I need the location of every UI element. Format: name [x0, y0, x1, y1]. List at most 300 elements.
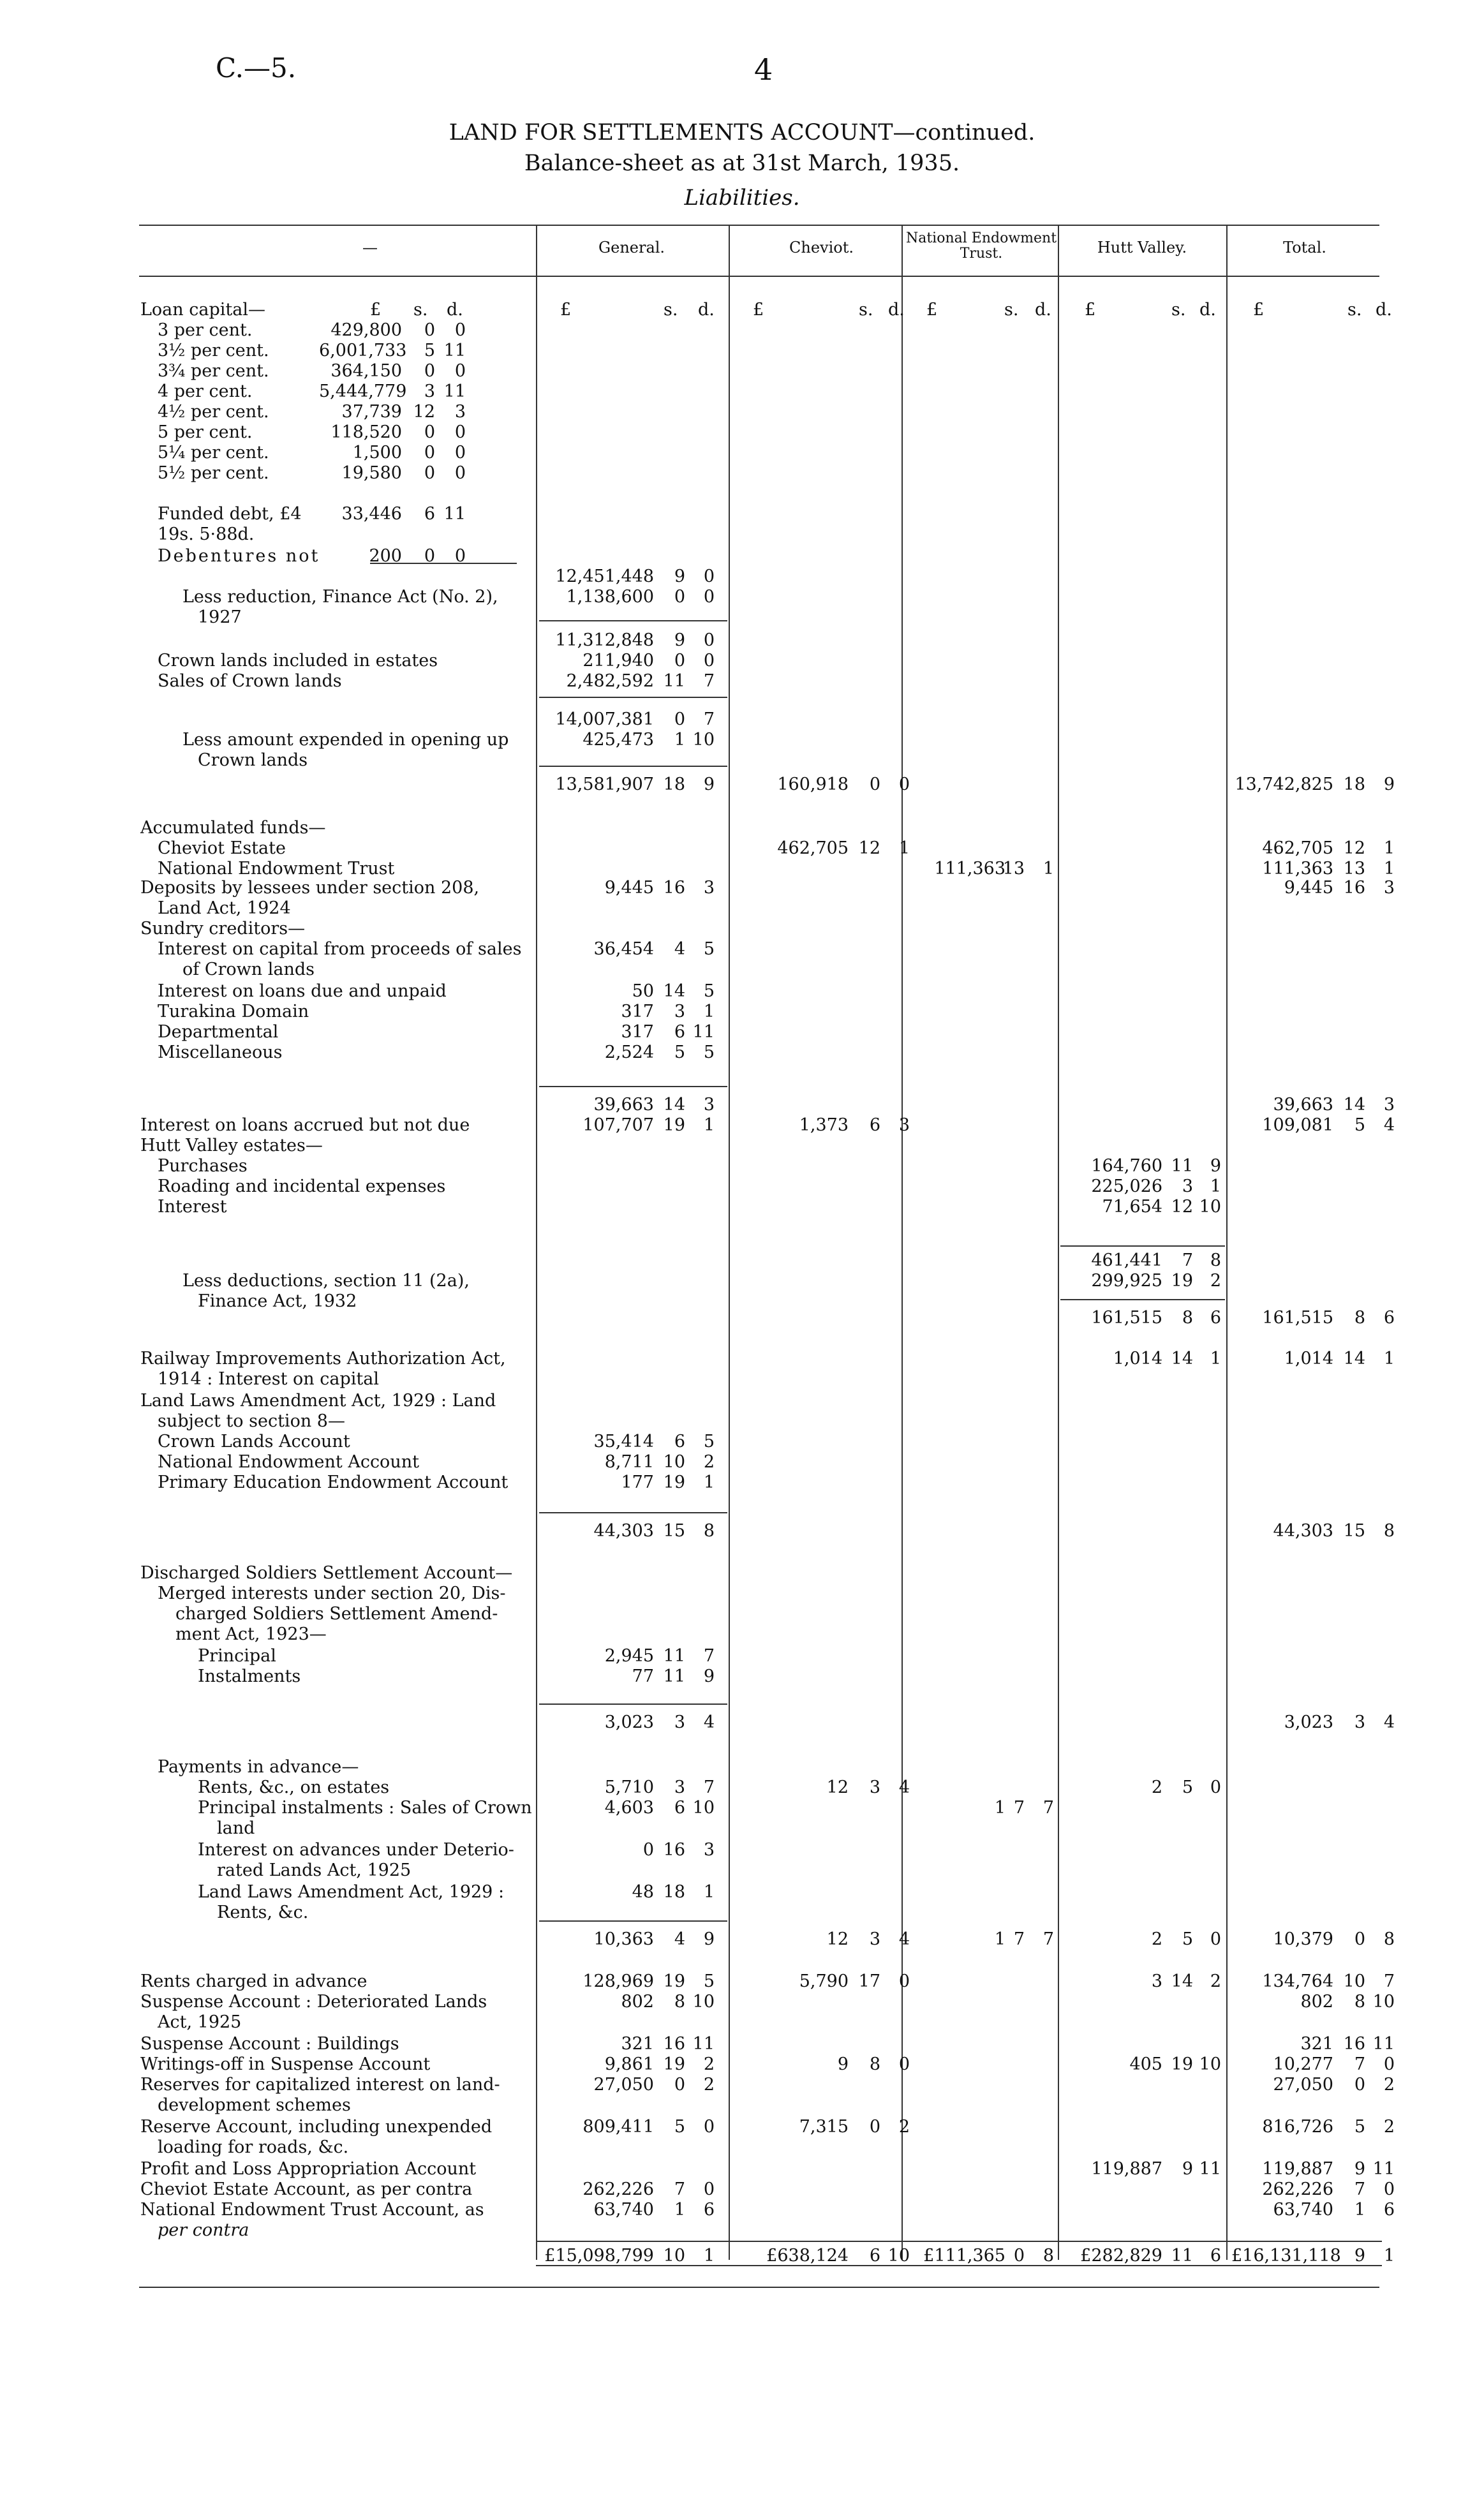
- balance-row-int-accrued: [0, 1115, 1484, 1136]
- row-label-line: Land Act, 1924: [158, 898, 291, 918]
- balance-row-roading: [0, 1176, 1484, 1197]
- loan-pounds: 37,739: [341, 402, 402, 422]
- loan-pounds: 6,001,733: [319, 341, 407, 360]
- amount-shillings: 11: [663, 1646, 685, 1666]
- amount-shillings: 14: [1171, 1971, 1193, 1991]
- row-label: Less amount expended in opening up: [182, 730, 509, 750]
- amount-pence: 5: [703, 939, 715, 959]
- amount-pence: 1: [898, 838, 910, 858]
- row-label: Land Laws Amendment Act, 1929 : Land: [140, 1391, 496, 1411]
- amount-pounds: 1: [994, 1798, 1005, 1818]
- amount-shillings: 16: [663, 2034, 685, 2054]
- amount-pence: 8: [703, 1521, 715, 1541]
- amount-pounds: 5,710: [604, 1778, 654, 1797]
- amount-pence: 0: [1210, 1778, 1221, 1797]
- amount-pounds: 8,711: [604, 1452, 654, 1472]
- amount-shillings: 14: [1343, 1095, 1365, 1115]
- amount-pence: 2: [1210, 1271, 1221, 1291]
- amount-shillings: 9: [1182, 2159, 1193, 2179]
- amount-pence: 10: [692, 1992, 715, 2012]
- amount-pence: 4: [1383, 1712, 1395, 1732]
- amount-pounds: 10,379: [1273, 1929, 1333, 1949]
- row-label-continued: [0, 2137, 1484, 2158]
- amount-pounds: 1,014: [1284, 1349, 1333, 1369]
- balance-row-net-acc: [0, 2200, 1484, 2220]
- column-header-cheviot: Cheviot.: [789, 239, 854, 256]
- amount-shillings: 19: [663, 1473, 685, 1492]
- amount-pounds: 12,451,448: [555, 567, 654, 586]
- table-bottom-rule: [139, 2287, 1379, 2288]
- amount-pence: 5: [703, 1043, 715, 1062]
- amount-pounds: 12: [826, 1778, 849, 1797]
- amount-shillings: 6: [674, 1432, 685, 1451]
- amount-pounds: 2: [1151, 1929, 1162, 1949]
- amount-pounds: £16,131,118: [1231, 2246, 1341, 2266]
- amount-shillings: 8: [869, 2054, 880, 2074]
- row-label-line: Finance Act, 1932: [198, 1291, 357, 1311]
- row-label-line: rated Lands Act, 1925: [217, 1860, 412, 1880]
- amount-pence: 3: [898, 1115, 910, 1135]
- row-label: Railway Improvements Authorization Act,: [140, 1349, 506, 1369]
- amount-shillings: 5: [1354, 1115, 1365, 1135]
- amount-pounds: £282,829: [1080, 2246, 1162, 2266]
- amount-pounds: 1,138,600: [566, 587, 654, 607]
- amount-pence: 1: [1383, 838, 1395, 858]
- amount-shillings: 13: [1343, 859, 1365, 879]
- row-label-line: subject to section 8—: [158, 1411, 345, 1431]
- row-label: Writings-off in Suspense Account: [140, 2054, 431, 2074]
- amount-pence: 11: [692, 2034, 715, 2054]
- amount-pounds: 107,707: [582, 1115, 654, 1135]
- amount-pounds: £15,098,799: [544, 2246, 654, 2266]
- amount-shillings: 8: [1354, 1308, 1365, 1328]
- amount-pounds: 50: [632, 981, 654, 1001]
- amount-shillings: 12: [1171, 1197, 1193, 1217]
- row-label-continued: [0, 1624, 1484, 1645]
- amount-shillings: 0: [674, 2075, 685, 2095]
- amount-pence: 10: [887, 2246, 910, 2266]
- document-title: LAND FOR SETTLEMENTS ACCOUNT—continued.: [449, 120, 1035, 145]
- row-label: National Endowment Account: [158, 1452, 419, 1472]
- amount-pence: 0: [703, 2117, 715, 2137]
- amount-pounds: 809,411: [582, 2117, 654, 2137]
- amount-pence: 1: [1383, 1349, 1395, 1369]
- amount-shillings: 14: [1343, 1349, 1365, 1369]
- amount-shillings: 16: [663, 878, 685, 898]
- row-label-line: per contra: [158, 2220, 249, 2240]
- amount-pounds: 11,312,848: [555, 630, 654, 650]
- row-label: Land Laws Amendment Act, 1929 :: [198, 1882, 505, 1902]
- amount-shillings: 0: [869, 2117, 880, 2137]
- loan-item-row: [0, 341, 1484, 361]
- row-label-continued: [0, 2095, 1484, 2116]
- amount-pounds: 160,918: [777, 775, 849, 794]
- loan-rate: 3½ per cent.: [158, 341, 269, 360]
- amount-shillings: 11: [1171, 1156, 1193, 1176]
- balance-row-land-laws-total: [0, 1521, 1484, 1541]
- amount-shillings: 1: [674, 730, 685, 750]
- amount-pence: 7: [703, 671, 715, 691]
- balance-row-principal-inst: [0, 1798, 1484, 1818]
- amount-pence: 3: [1383, 1095, 1395, 1115]
- amount-pence: 11: [692, 1022, 715, 1042]
- loan-item-row: [0, 382, 1484, 402]
- amount-pounds: 802: [1300, 1992, 1333, 2012]
- amount-shillings: 7: [1354, 2179, 1365, 2199]
- row-label: Payments in advance—: [158, 1757, 359, 1777]
- balance-row-nea: [0, 1452, 1484, 1473]
- amount-pence: 2: [703, 2054, 715, 2074]
- balance-row-reserves-cap: [0, 2075, 1484, 2095]
- amount-pence: 0: [898, 2054, 910, 2074]
- amount-pounds: 321: [1300, 2034, 1333, 2054]
- amount-pence: 0: [703, 630, 715, 650]
- amount-pounds: 39,663: [1273, 1095, 1333, 1115]
- row-label: Interest on loans accrued but not due: [140, 1115, 470, 1135]
- amount-pence: 6: [1210, 2246, 1221, 2266]
- amount-shillings: 16: [1343, 2034, 1365, 2054]
- amount-pounds: 9,445: [604, 878, 654, 898]
- table-header-rule: [139, 276, 1379, 277]
- loan-shillings: 5: [424, 341, 435, 360]
- loan-shillings: 0: [424, 422, 435, 442]
- row-label-line: 1927: [198, 607, 242, 627]
- loan-rate: 3¾ per cent.: [158, 361, 269, 381]
- amount-pence: 1: [1210, 1176, 1221, 1196]
- balance-row-r-sub2: [0, 709, 1484, 730]
- row-label: Cheviot Estate Account, as per contra: [140, 2179, 473, 2199]
- balance-row-int-adv: [0, 1840, 1484, 1860]
- balance-row-r-total1: [0, 775, 1484, 795]
- loan-item-row: [0, 361, 1484, 382]
- row-label-continued: [0, 607, 1484, 628]
- loan-pounds: 19,580: [341, 463, 402, 483]
- loan-pence: 0: [454, 422, 466, 442]
- amount-pounds: 802: [621, 1992, 654, 2012]
- row-label: National Endowment Trust Account, as: [140, 2200, 484, 2220]
- amount-pounds: 44,303: [593, 1521, 654, 1541]
- amount-pence: 4: [1383, 1115, 1395, 1135]
- balance-row-purchases: [0, 1156, 1484, 1176]
- amount-pence: 3: [703, 1095, 715, 1115]
- amount-shillings: 16: [1343, 878, 1365, 898]
- balance-row-suspense-det: [0, 1992, 1484, 2012]
- balance-row-payments: [0, 1757, 1484, 1778]
- balance-row-r-less2: [0, 730, 1484, 750]
- amount-pence: 4: [898, 1929, 910, 1949]
- amount-shillings: 15: [1343, 1521, 1365, 1541]
- amount-pence: 8: [1210, 1251, 1221, 1270]
- amount-pounds: 48: [632, 1882, 654, 1902]
- balance-row-r-crown-sales: [0, 671, 1484, 692]
- amount-pence: 1: [1043, 859, 1054, 879]
- row-label-line: Rents, &c.: [217, 1903, 309, 1922]
- amount-pounds: 1,014: [1113, 1349, 1162, 1369]
- amount-shillings: 1: [674, 2200, 685, 2220]
- amount-shillings: 15: [663, 1521, 685, 1541]
- amount-pence: 10: [692, 730, 715, 750]
- row-label: Crown lands included in estates: [158, 651, 438, 671]
- row-label: Hutt Valley estates—: [140, 1136, 323, 1155]
- balance-row-grand-total: [0, 2246, 1484, 2266]
- row-label: National Endowment Trust: [158, 859, 395, 879]
- row-label: Less reduction, Finance Act (No. 2),: [182, 587, 498, 607]
- loan-rate: 4 per cent.: [158, 382, 253, 401]
- amount-pence: 7: [703, 709, 715, 729]
- funded-debt-row-2: 19s. 5·88d.: [158, 524, 255, 544]
- balance-row-profit-loss: [0, 2159, 1484, 2179]
- row-label-line: development schemes: [158, 2095, 351, 2115]
- amount-pence: 8: [1383, 1521, 1395, 1541]
- debentures-row: Debentures not 200 0 0: [158, 546, 466, 566]
- amount-pence: 4: [898, 1778, 910, 1797]
- amount-shillings: 1: [1354, 2200, 1365, 2220]
- balance-row-hutt-sub: [0, 1251, 1484, 1271]
- row-label: Interest on loans due and unpaid: [158, 981, 447, 1001]
- amount-pounds: 9: [837, 2054, 849, 2074]
- balance-row-peea: [0, 1473, 1484, 1493]
- amount-shillings: 12: [858, 838, 880, 858]
- amount-pounds: 2,482,592: [566, 671, 654, 691]
- balance-row-int-capital: [0, 939, 1484, 960]
- amount-pounds: 111,363: [934, 859, 1005, 879]
- loan-pence: 11: [443, 341, 466, 360]
- amount-shillings: 3: [674, 1778, 685, 1797]
- amount-pounds: £638,124: [766, 2246, 849, 2266]
- amount-pence: 2: [1210, 1971, 1221, 1991]
- row-label: Interest: [158, 1197, 227, 1217]
- balance-row-principal: [0, 1646, 1484, 1666]
- amount-shillings: 9: [1354, 2159, 1365, 2179]
- amount-shillings: 19: [663, 1115, 685, 1135]
- amount-shillings: 7: [1182, 1251, 1193, 1270]
- balance-row-turakina: [0, 1002, 1484, 1022]
- amount-pence: 4: [703, 1712, 715, 1732]
- amount-pounds: 299,925: [1091, 1271, 1162, 1291]
- amount-shillings: 10: [663, 1452, 685, 1472]
- amount-pounds: 317: [621, 1022, 654, 1042]
- row-label-continued: [0, 1818, 1484, 1839]
- amount-shillings: 19: [663, 2054, 685, 2074]
- row-label: Instalments: [198, 1666, 301, 1686]
- amount-shillings: 12: [1343, 838, 1365, 858]
- amount-pounds: 262,226: [582, 2179, 654, 2199]
- amount-pounds: 425,473: [582, 730, 654, 750]
- amount-shillings: 8: [674, 1992, 685, 2012]
- row-label: Crown Lands Account: [158, 1432, 350, 1451]
- balance-row-cheviot-acc: [0, 2179, 1484, 2200]
- row-label-line: Act, 1925: [158, 2012, 242, 2032]
- amount-pence: 1: [703, 1002, 715, 1021]
- balance-row-railway: [0, 1349, 1484, 1369]
- amount-pounds: 164,760: [1091, 1156, 1162, 1176]
- amount-shillings: 6: [674, 1022, 685, 1042]
- row-label: Departmental: [158, 1022, 279, 1042]
- balance-row-land-laws: [0, 1391, 1484, 1411]
- amount-pence: 0: [703, 587, 715, 607]
- balance-row-hutt-less: [0, 1271, 1484, 1291]
- amount-shillings: 3: [674, 1712, 685, 1732]
- amount-shillings: 7: [1013, 1798, 1025, 1818]
- row-label-line: 1914 : Interest on capital: [158, 1369, 379, 1389]
- amount-pence: 0: [898, 775, 910, 794]
- row-label: Suspense Account : Deteriorated Lands: [140, 1992, 487, 2012]
- amount-pounds: 39,663: [593, 1095, 654, 1115]
- amount-shillings: 5: [1354, 2117, 1365, 2137]
- row-label-continued: [0, 2220, 1484, 2241]
- column-header-hutt-valley: Hutt Valley.: [1097, 239, 1187, 256]
- amount-shillings: 9: [1354, 2246, 1365, 2266]
- loan-pounds: 118,520: [330, 422, 402, 442]
- loan-shillings: 12: [413, 402, 435, 422]
- amount-pounds: 109,081: [1262, 1115, 1333, 1135]
- amount-pounds: 2,524: [604, 1043, 654, 1062]
- amount-pence: 0: [1383, 2054, 1395, 2074]
- loan-shillings: 0: [424, 463, 435, 483]
- section-title: Liabilities.: [684, 185, 800, 211]
- row-label: Interest on capital from proceeds of sales: [158, 939, 522, 959]
- amount-pounds: 36,454: [593, 939, 654, 959]
- amount-shillings: 19: [1171, 2054, 1193, 2074]
- amount-shillings: 7: [1013, 1929, 1025, 1949]
- row-label-continued: [0, 2012, 1484, 2033]
- amount-pence: 1: [1383, 2246, 1395, 2266]
- row-label: Rents, &c., on estates: [198, 1778, 390, 1797]
- amount-pence: 11: [1372, 2034, 1395, 2054]
- row-label-line: land: [217, 1818, 255, 1838]
- loan-rate: 5¼ per cent.: [158, 443, 269, 463]
- loan-pence: 3: [454, 402, 466, 422]
- amount-pence: 10: [1372, 1992, 1395, 2012]
- amount-shillings: 0: [1354, 1929, 1365, 1949]
- balance-row-reserve-acc: [0, 2117, 1484, 2137]
- loan-shillings: 0: [424, 443, 435, 463]
- balance-row-hutt-interest: [0, 1197, 1484, 1217]
- loan-shillings: 3: [424, 382, 435, 401]
- amount-pence: 1: [703, 1115, 715, 1135]
- amount-shillings: 14: [663, 1095, 685, 1115]
- row-label-line: Crown lands: [198, 750, 308, 770]
- loan-rate: 5 per cent.: [158, 422, 253, 442]
- amount-pounds: 161,515: [1091, 1308, 1162, 1328]
- amount-pounds: 3,023: [604, 1712, 654, 1732]
- row-label-line: charged Soldiers Settlement Amend-: [175, 1604, 498, 1624]
- row-label: Purchases: [158, 1156, 248, 1176]
- balance-row-deposits: [0, 878, 1484, 898]
- amount-pounds: 4,603: [604, 1798, 654, 1818]
- amount-pounds: 321: [621, 2034, 654, 2054]
- loan-item-row: [0, 402, 1484, 422]
- balance-row-dss-total: [0, 1712, 1484, 1733]
- amount-pounds: 262,226: [1262, 2179, 1333, 2199]
- amount-pence: 2: [898, 2117, 910, 2137]
- amount-shillings: 5: [1182, 1778, 1193, 1797]
- amount-shillings: 6: [869, 1115, 880, 1135]
- amount-shillings: 0: [674, 651, 685, 671]
- amount-shillings: 0: [674, 709, 685, 729]
- loan-capital-label-row: Loan capital—: [140, 300, 265, 320]
- page-number: 4: [754, 52, 773, 87]
- amount-shillings: 4: [674, 1929, 685, 1949]
- amount-shillings: 3: [1354, 1712, 1365, 1732]
- units-row: £ s. d. £ s. d. £ s. d. £ s. d. £ s. d. £ s. d.: [370, 300, 1392, 320]
- loan-item-row: [0, 443, 1484, 463]
- amount-pence: 6: [1210, 1308, 1221, 1328]
- amount-pounds: 1: [994, 1929, 1005, 1949]
- column-header-description: —: [362, 239, 378, 256]
- amount-pounds: 63,740: [593, 2200, 654, 2220]
- row-label: Reserve Account, including unexpended: [140, 2117, 493, 2137]
- amount-pounds: 816,726: [1262, 2117, 1333, 2137]
- grand-total-rule-top: [536, 2241, 1382, 2242]
- amount-pence: 9: [1383, 775, 1395, 794]
- column-header-national-endowment: National Endowment Trust.: [905, 230, 1057, 262]
- loan-item-row: [0, 422, 1484, 443]
- amount-pence: 8: [1383, 1929, 1395, 1949]
- amount-pounds: 405: [1129, 2054, 1162, 2074]
- amount-pounds: 7,315: [799, 2117, 849, 2137]
- balance-row-instalments: [0, 1666, 1484, 1687]
- row-label: Less deductions, section 11 (2a),: [182, 1271, 470, 1291]
- amount-pence: 1: [1383, 859, 1395, 879]
- amount-pence: 0: [703, 2179, 715, 2199]
- amount-pounds: 177: [621, 1473, 654, 1492]
- amount-pence: 9: [1210, 1156, 1221, 1176]
- amount-pounds: 2,945: [604, 1646, 654, 1666]
- row-label: Miscellaneous: [158, 1043, 283, 1062]
- subtotal-rule: [370, 563, 517, 564]
- amount-pence: 0: [898, 1971, 910, 1991]
- balance-row-crown-lands-acc: [0, 1432, 1484, 1452]
- loan-pounds: 429,800: [330, 320, 402, 340]
- amount-shillings: 5: [1182, 1929, 1193, 1949]
- amount-shillings: 5: [674, 1043, 685, 1062]
- loan-rate: 3 per cent.: [158, 320, 253, 340]
- amount-pence: 3: [703, 878, 715, 898]
- amount-pence: 11: [1199, 2159, 1221, 2179]
- document-subtitle: Balance-sheet as at 31st March, 1935.: [524, 151, 960, 176]
- balance-row-payments-total: [0, 1929, 1484, 1950]
- amount-pence: 0: [1383, 2179, 1395, 2199]
- balance-row-lla-rents: [0, 1882, 1484, 1903]
- amount-pounds: 63,740: [1273, 2200, 1333, 2220]
- row-label: Principal instalments : Sales of Crown: [198, 1798, 532, 1818]
- row-label: Reserves for capitalized interest on land-: [140, 2075, 500, 2095]
- row-label-continued: [0, 960, 1484, 980]
- balance-row-misc: [0, 1043, 1484, 1063]
- balance-row-sundry: [0, 919, 1484, 939]
- row-label-continued: [0, 1369, 1484, 1390]
- amount-shillings: 13: [1002, 859, 1025, 879]
- amount-shillings: 4: [674, 939, 685, 959]
- amount-shillings: 0: [1013, 2246, 1025, 2266]
- table-top-rule: [139, 225, 1379, 226]
- loan-pounds: 1,500: [352, 443, 402, 463]
- balance-row-suspense-bld: [0, 2034, 1484, 2054]
- amount-shillings: 18: [1343, 775, 1365, 794]
- amount-pence: 2: [703, 2075, 715, 2095]
- amount-pounds: 134,764: [1262, 1971, 1333, 1991]
- amount-shillings: 19: [663, 1971, 685, 1991]
- column-header-total: Total.: [1283, 239, 1326, 256]
- report-reference: C.—5.: [216, 52, 297, 84]
- loan-pence: 0: [454, 361, 466, 381]
- amount-shillings: 6: [674, 1798, 685, 1818]
- amount-pence: 6: [703, 2200, 715, 2220]
- amount-shillings: 19: [1171, 1271, 1193, 1291]
- row-label-line: of Crown lands: [182, 960, 315, 979]
- row-label-continued: [0, 1584, 1484, 1604]
